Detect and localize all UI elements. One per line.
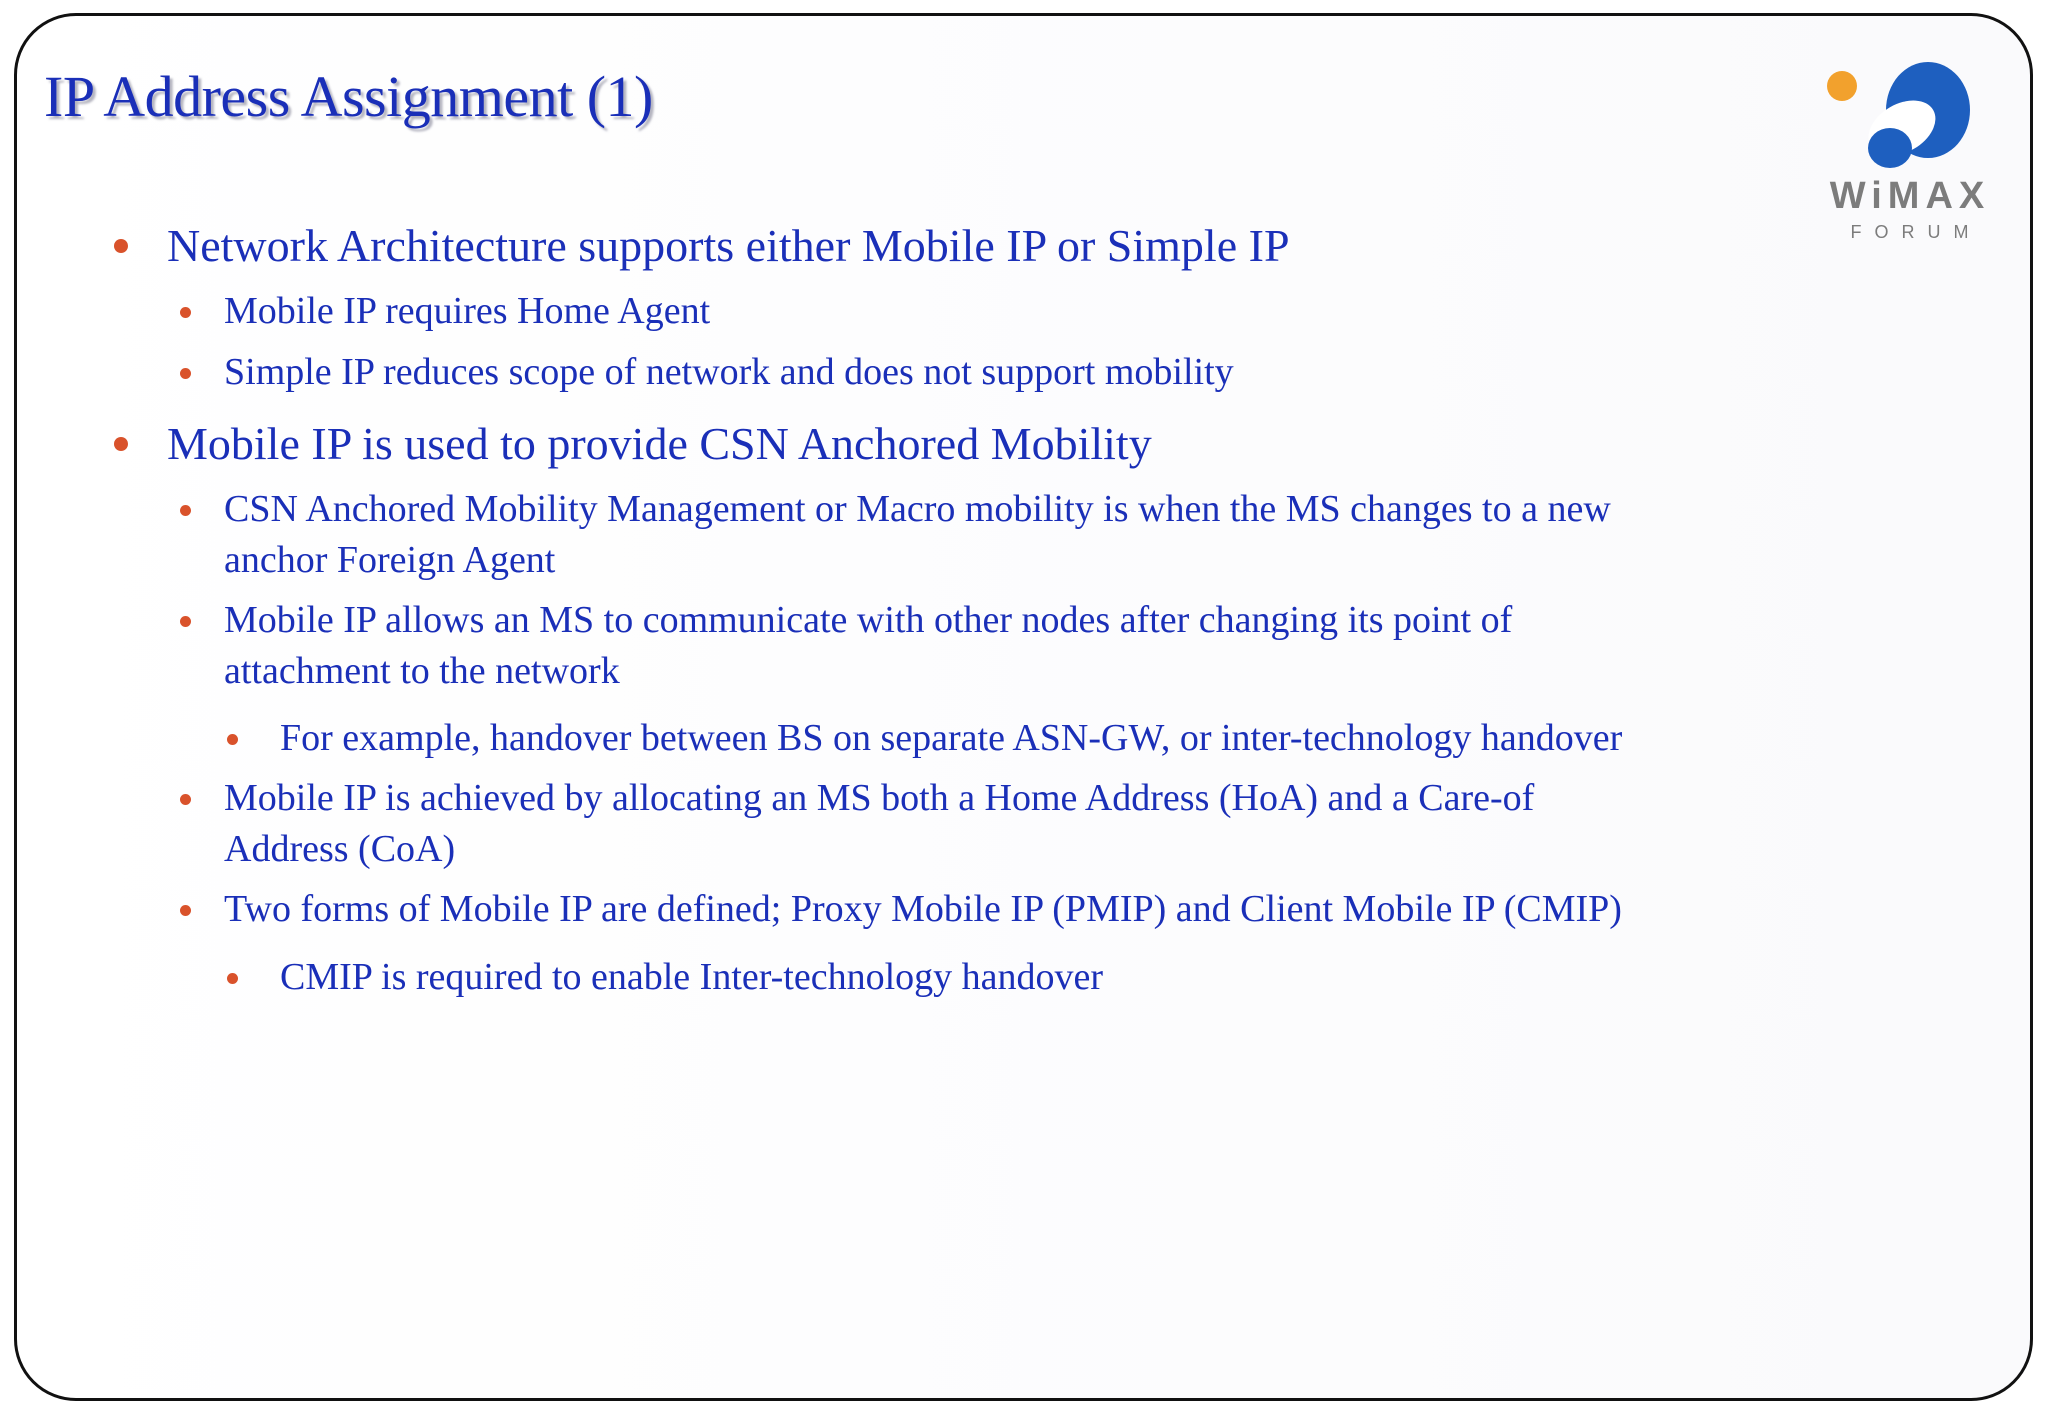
- bullet-dot: [180, 616, 191, 627]
- bullet-text: For example, handover between BS on separate ASN-GW, or inter-technology handover: [280, 717, 1623, 759]
- logo-subword: FORUM: [1850, 222, 1982, 242]
- slide-title: IP Address Assignment (1): [44, 64, 653, 129]
- bullet-text: Two forms of Mobile IP are defined; Proxy Mobile IP (PMIP) and Client Mobile IP (CMIP): [224, 888, 1622, 930]
- bullet-dot: [114, 437, 128, 451]
- bullet-dot: [114, 239, 128, 253]
- bullet-text: Mobile IP is used to provide CSN Anchored Mobility: [167, 418, 1152, 469]
- bullet-text: CMIP is required to enable Inter-technology handover: [280, 956, 1104, 998]
- bullet-text-line1: Mobile IP allows an MS to communicate with other nodes after changing its point of: [224, 599, 1513, 641]
- bullet-dot: [180, 905, 191, 916]
- bullet-text-line1: Mobile IP is achieved by allocating an MS both a Home Address (HoA) and a Care-of: [224, 777, 1535, 819]
- bullet-text-line2: anchor Foreign Agent: [224, 539, 556, 581]
- bullet-text: Network Architecture supports either Mobile IP or Simple IP: [167, 220, 1290, 271]
- bullet-dot: [180, 794, 191, 805]
- bullet-text: Mobile IP requires Home Agent: [224, 290, 711, 332]
- bullet-dot: [227, 734, 238, 745]
- bullet-dot: [180, 307, 191, 318]
- bullet-text-line1: CSN Anchored Mobility Management or Macro mobility is when the MS changes to a new: [224, 488, 1611, 530]
- bullet-text-line2: attachment to the network: [224, 650, 620, 692]
- bullet-text-line2: Address (CoA): [224, 828, 456, 870]
- bullet-dot: [180, 505, 191, 516]
- bullet-text: Simple IP reduces scope of network and does not support mobility: [224, 351, 1234, 393]
- logo-wordmark: WiMAX: [1829, 175, 1991, 217]
- bullet-dot: [180, 368, 191, 379]
- bullet-dot: [227, 973, 238, 984]
